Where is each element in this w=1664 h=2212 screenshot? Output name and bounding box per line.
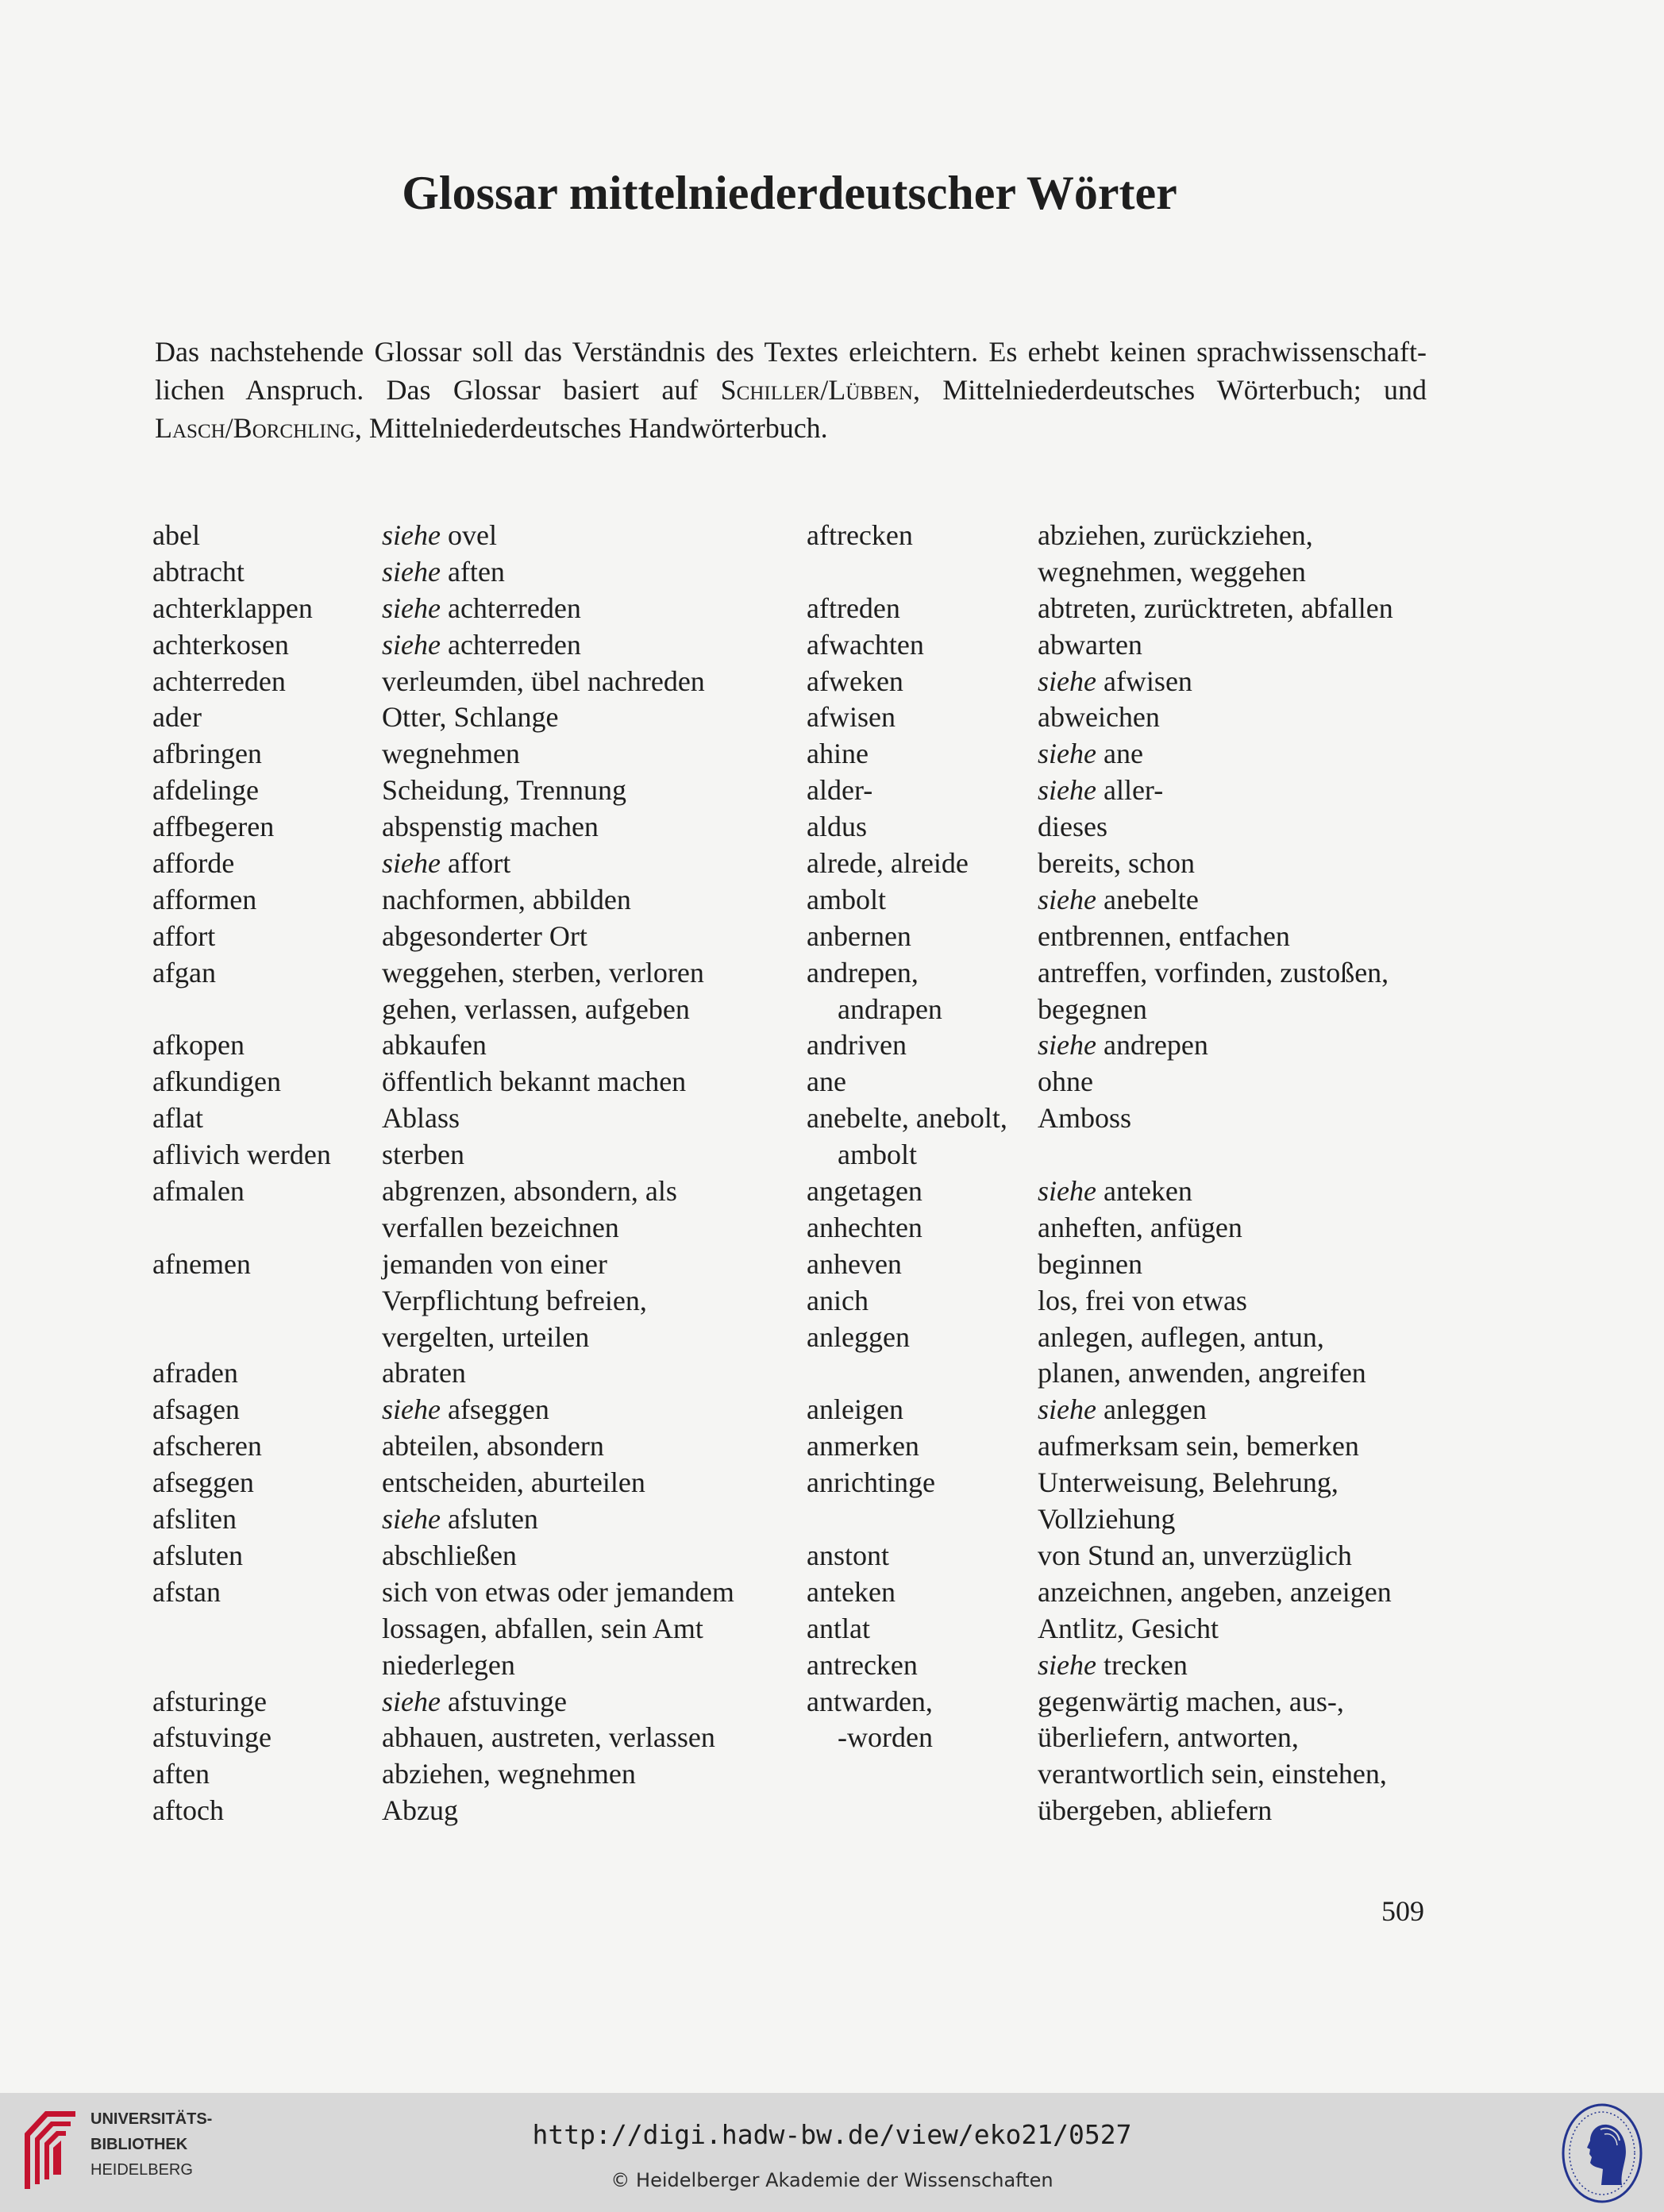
glossary-definition: wegnehmen, weggehen: [1038, 555, 1306, 588]
intro-line: [155, 333, 1427, 371]
see-reference-target: afstuvinge: [447, 1685, 567, 1717]
glossary-continuation-row: [152, 1283, 795, 1320]
glossary-headword: ane: [807, 1066, 846, 1098]
glossary-definition: abkaufen: [382, 1029, 487, 1062]
glossary-entry-row: [152, 627, 795, 664]
glossary-entry-row: [152, 1793, 795, 1829]
intro-text: , Mittelniederdeutsches Wörterbuch; und: [912, 374, 1427, 406]
see-reference-label: siehe: [382, 555, 441, 588]
glossary-headword: angetagen: [807, 1175, 923, 1208]
glossary-definition: wegnehmen: [382, 738, 520, 770]
see-reference-label: siehe: [382, 1503, 441, 1536]
see-reference-label: siehe: [1038, 1393, 1096, 1426]
glossary-headword: afraden: [152, 1357, 238, 1389]
glossary-definition: vergelten, urteilen: [382, 1320, 590, 1353]
viewer-footer: [0, 2093, 1664, 2212]
glossary-entry-row: [152, 699, 795, 736]
glossary-entry-row: [152, 1720, 795, 1756]
glossary-entry-row: [152, 554, 795, 591]
glossary-headword: afdelinge: [152, 774, 259, 807]
see-reference-target: anteken: [1103, 1175, 1192, 1208]
glossary-definition: abwarten: [1038, 628, 1142, 661]
glossary-headword: -worden: [838, 1721, 933, 1754]
glossary-headword: ahine: [807, 738, 869, 770]
glossary-headword: andriven: [807, 1029, 907, 1062]
glossary-definition: sich von etwas oder jemandem: [382, 1575, 734, 1608]
glossary-entry-row: [807, 1428, 1434, 1465]
glossary-definition: abraten: [382, 1357, 466, 1389]
glossary-definition: anzeichnen, angeben, anzeigen: [1038, 1575, 1392, 1608]
glossary-definition: Verpflichtung befreien,: [382, 1284, 647, 1316]
glossary-headword: anich: [807, 1284, 869, 1316]
glossary-entry-row: [152, 1247, 795, 1283]
glossary-entry-row: [152, 1137, 795, 1173]
glossary-entry-row: [152, 591, 795, 627]
glossary-entry-row: [152, 773, 795, 809]
glossary-headword: aftoch: [152, 1794, 224, 1827]
see-reference-target: afsluten: [447, 1503, 538, 1536]
glossary-headword: afwisen: [807, 701, 896, 734]
glossary-definition: [1038, 1027, 1208, 1064]
see-reference-target: trecken: [1103, 1648, 1188, 1681]
glossary-continuation-row: [807, 554, 1434, 591]
see-reference-target: aften: [447, 555, 505, 588]
see-reference-target: andrepen: [1103, 1029, 1208, 1062]
glossary-definition: nachformen, abbilden: [382, 883, 631, 915]
glossary-definition: abschließen: [382, 1539, 517, 1571]
see-reference-target: afseggen: [447, 1393, 549, 1426]
glossary-headword: antrecken: [807, 1648, 918, 1681]
glossary-definition: verfallen bezeichnen: [382, 1211, 619, 1243]
glossary-headword: achterklappen: [152, 592, 313, 624]
glossary-headword: aftreden: [807, 592, 900, 624]
glossary-continuation-row: [152, 992, 795, 1028]
glossary-headword: afkundigen: [152, 1066, 281, 1098]
glossary-definition: sterben: [382, 1139, 464, 1171]
glossary-headword: ambolt: [838, 1139, 917, 1171]
glossary-entry-row: [807, 1064, 1434, 1100]
glossary-definition: gegenwärtig machen, aus-,: [1038, 1685, 1344, 1717]
glossary-headword: afsliten: [152, 1503, 237, 1536]
glossary-headword: alrede, alreide: [807, 847, 969, 880]
glossary-headword: afsturinge: [152, 1685, 267, 1717]
glossary-continuation-row: [152, 1647, 795, 1684]
glossary-entry-row: [152, 1538, 795, 1574]
glossary-definition: beginnen: [1038, 1247, 1142, 1280]
glossary-definition: abspenstig machen: [382, 811, 599, 843]
glossary-entry-row: [807, 699, 1434, 736]
glossary-headword: anebelte, anebolt,: [807, 1102, 1007, 1135]
glossary-definition: jemanden von einer: [382, 1247, 607, 1280]
see-reference-target: affort: [447, 847, 511, 880]
glossary-definition: antreffen, vorfinden, zustoßen,: [1038, 956, 1389, 988]
glossary-headword: affort: [152, 919, 216, 952]
glossary-entry-row: [807, 955, 1434, 992]
glossary-entry-row: [807, 627, 1434, 664]
author-reference: Schiller/Lübben: [720, 374, 913, 406]
see-reference-label: siehe: [382, 1393, 441, 1426]
glossary-entry-row: [807, 591, 1434, 627]
glossary-entry-row: [152, 919, 795, 955]
glossary-headword: afgan: [152, 956, 216, 988]
glossary-headword: afscheren: [152, 1430, 262, 1462]
glossary-definition: begegnen: [1038, 992, 1147, 1025]
glossary-definition: [382, 591, 581, 627]
glossary-column-right: [807, 518, 1434, 1829]
page-number: 509: [1381, 1895, 1424, 1927]
glossary-definition: [1038, 1647, 1188, 1684]
glossary-entry-row: [807, 1247, 1434, 1283]
glossary-definition: [382, 1684, 567, 1721]
glossary-headword: andrapen: [838, 992, 942, 1025]
glossary-headword: anstont: [807, 1539, 889, 1571]
glossary-definition: [1038, 773, 1163, 809]
glossary-continuation-row: [807, 1720, 1434, 1756]
see-reference-label: siehe: [382, 592, 441, 624]
glossary-definition: Otter, Schlange: [382, 701, 559, 734]
glossary-entry-row: [807, 882, 1434, 919]
glossary-definition: [382, 518, 497, 554]
glossary-entry-row: [152, 1027, 795, 1064]
glossary-headword: afsagen: [152, 1393, 240, 1426]
glossary-column-left: [152, 518, 795, 1829]
glossary-entry-row: [807, 1392, 1434, 1428]
glossary-entry-row: [152, 955, 795, 992]
see-reference-label: siehe: [1038, 1648, 1096, 1681]
intro-paragraph: [155, 333, 1427, 447]
see-reference-target: afwisen: [1103, 665, 1192, 697]
glossary-headword: aftrecken: [807, 519, 913, 551]
permalink-url[interactable]: http://digi.hadw-bw.de/view/eko21/0527: [532, 2119, 1132, 2150]
glossary-definition: abhauen, austreten, verlassen: [382, 1721, 715, 1754]
glossary-definition: entscheiden, aburteilen: [382, 1466, 645, 1499]
glossary-definition: Unterweisung, Belehrung,: [1038, 1466, 1339, 1499]
glossary-definition: öffentlich bekannt machen: [382, 1066, 687, 1098]
glossary-entry-row: [152, 1501, 795, 1538]
glossary-continuation-row: [807, 1501, 1434, 1538]
see-reference-label: siehe: [1038, 774, 1096, 807]
intro-text: lichen Anspruch. Das Glossar basiert auf: [155, 374, 721, 406]
glossary-definition: gehen, verlassen, aufgeben: [382, 992, 690, 1025]
see-reference-label: siehe: [1038, 665, 1096, 697]
logo-line: BIBLIOTHEK: [91, 2136, 188, 2153]
glossary-definition: ohne: [1038, 1066, 1093, 1098]
glossary-definition: [1038, 736, 1143, 773]
glossary-headword: anbernen: [807, 919, 911, 952]
glossary-headword: aften: [152, 1758, 210, 1790]
glossary-definition: entbrennen, entfachen: [1038, 919, 1290, 952]
see-reference-target: achterreden: [447, 628, 581, 661]
glossary-definition: Amboss: [1038, 1102, 1132, 1135]
see-reference-label: siehe: [1038, 738, 1096, 770]
glossary-definition: [382, 554, 505, 591]
glossary-definition: weggehen, sterben, verloren: [382, 956, 704, 988]
academy-seal-icon: [1561, 2102, 1643, 2204]
glossary-headword: ader: [152, 701, 202, 734]
glossary-headword: afstan: [152, 1575, 221, 1608]
glossary-entry-row: [807, 809, 1434, 846]
glossary-continuation-row: [807, 1355, 1434, 1392]
glossary-definition: [1038, 1392, 1207, 1428]
glossary-entry-row: [152, 846, 795, 882]
see-reference-label: siehe: [1038, 883, 1096, 915]
see-reference-target: ane: [1103, 738, 1143, 770]
glossary-definition: aufmerksam sein, bemerken: [1038, 1430, 1359, 1462]
glossary-definition: Antlitz, Gesicht: [1038, 1612, 1219, 1644]
glossary-definition: anlegen, auflegen, antun,: [1038, 1320, 1324, 1353]
glossary-definition: [382, 1501, 538, 1538]
glossary-headword: achterkosen: [152, 628, 289, 661]
glossary-headword: afmalen: [152, 1175, 245, 1208]
glossary-definition: verleumden, übel nachreden: [382, 665, 705, 697]
glossary-definition: abziehen, zurückziehen,: [1038, 519, 1313, 551]
glossary-headword: anleggen: [807, 1320, 910, 1353]
glossary-entry-row: [152, 1574, 795, 1611]
glossary-headword: afweken: [807, 665, 903, 697]
glossary-entry-row: [152, 1064, 795, 1100]
glossary-headword: anteken: [807, 1575, 896, 1608]
glossary-entry-row: [807, 1465, 1434, 1501]
glossary-headword: anmerken: [807, 1430, 919, 1462]
glossary-headword: afwachten: [807, 628, 924, 661]
glossary-entry-row: [152, 1392, 795, 1428]
glossary-headword: achterreden: [152, 665, 286, 697]
glossary-continuation-row: [807, 1793, 1434, 1829]
glossary-headword: ambolt: [807, 883, 886, 915]
glossary-definition: anheften, anfügen: [1038, 1211, 1242, 1243]
glossary-headword: afbringen: [152, 738, 262, 770]
glossary-headword: andrepen,: [807, 956, 919, 988]
glossary-entry-row: [807, 1320, 1434, 1356]
glossary-headword: afformen: [152, 883, 257, 915]
glossary-entry-row: [152, 736, 795, 773]
glossary-entry-row: [807, 1210, 1434, 1247]
glossary-definition: [382, 846, 510, 882]
see-reference-target: ovel: [447, 519, 497, 551]
glossary-definition: abweichen: [1038, 701, 1160, 734]
glossary-headword: anrichtinge: [807, 1466, 935, 1499]
see-reference-label: siehe: [1038, 1175, 1096, 1208]
glossary-definition: [1038, 1173, 1192, 1210]
glossary-entry-row: [152, 1100, 795, 1137]
glossary-entry-row: [807, 518, 1434, 554]
glossary-entry-row: [152, 1355, 795, 1392]
glossary-entry-row: [807, 773, 1434, 809]
glossary-headword: afseggen: [152, 1466, 254, 1499]
glossary-entry-row: [807, 664, 1434, 700]
glossary-headword: aflivich werden: [152, 1139, 331, 1171]
glossary-headword: antlat: [807, 1612, 870, 1644]
glossary-continuation-row: [152, 1611, 795, 1647]
glossary-definition: Vollziehung: [1038, 1503, 1176, 1536]
see-reference-label: siehe: [382, 847, 441, 880]
glossary-definition: abteilen, absondern: [382, 1430, 604, 1462]
glossary-definition: Abzug: [382, 1794, 458, 1827]
glossary-entry-row: [807, 736, 1434, 773]
intro-line: [155, 409, 1427, 447]
glossary-entry-row: [807, 1574, 1434, 1611]
glossary-entry-row: [807, 1173, 1434, 1210]
glossary-headword: affbegeren: [152, 811, 275, 843]
glossary-continuation-row: [807, 1756, 1434, 1793]
glossary-entry-row: [807, 919, 1434, 955]
intro-text: Das nachstehende Glossar soll das Verständnis des Textes erleichtern. Es erhebt keinen sprachwissenschaft-: [155, 336, 1427, 368]
glossary-continuation-row: [807, 1137, 1434, 1173]
glossary-definition: dieses: [1038, 811, 1107, 843]
glossary-entry-row: [807, 1684, 1434, 1721]
glossary-entry-row: [807, 1647, 1434, 1684]
glossary-definition: niederlegen: [382, 1648, 515, 1681]
glossary-headword: afstuvinge: [152, 1721, 272, 1754]
glossary-entry-row: [807, 1611, 1434, 1647]
glossary-entry-row: [807, 1100, 1434, 1137]
glossary-entry-row: [152, 882, 795, 919]
glossary-definition: abziehen, wegnehmen: [382, 1758, 636, 1790]
glossary-entry-row: [152, 518, 795, 554]
glossary-headword: alder-: [807, 774, 873, 807]
see-reference-label: siehe: [382, 519, 441, 551]
logo-line: HEIDELBERG: [91, 2161, 193, 2179]
glossary-continuation-row: [152, 1210, 795, 1247]
see-reference-target: aller-: [1103, 774, 1164, 807]
glossary-headword: afforde: [152, 847, 235, 880]
glossary-entry-row: [152, 1173, 795, 1210]
glossary-headword: anhechten: [807, 1211, 923, 1243]
glossary-entry-row: [152, 809, 795, 846]
see-reference-label: siehe: [382, 1685, 441, 1717]
page-title: Glossar mittelniederdeutscher Wörter: [402, 167, 1177, 219]
glossary-definition: lossagen, abfallen, sein Amt: [382, 1612, 703, 1644]
glossary-definition: [1038, 882, 1199, 919]
intro-line: [155, 371, 1427, 409]
glossary-headword: antwarden,: [807, 1685, 933, 1717]
glossary-headword: aflat: [152, 1102, 203, 1135]
glossary-headword: abel: [152, 519, 200, 551]
glossary-definition: verantwortlich sein, einstehen,: [1038, 1758, 1387, 1790]
see-reference-label: siehe: [1038, 1029, 1096, 1062]
glossary-headword: afkopen: [152, 1029, 245, 1062]
glossary-continuation-row: [807, 992, 1434, 1028]
glossary-definition: [382, 1392, 549, 1428]
see-reference-target: anleggen: [1103, 1393, 1207, 1426]
glossary-headword: aldus: [807, 811, 867, 843]
glossary-headword: afnemen: [152, 1247, 251, 1280]
logo-line: UNIVERSITÄTS-: [91, 2110, 213, 2128]
glossary-definition: [382, 627, 581, 664]
see-reference-label: siehe: [382, 628, 441, 661]
glossary-headword: anleigen: [807, 1393, 903, 1426]
glossary-definition: überliefern, antworten,: [1038, 1721, 1299, 1754]
glossary-definition: bereits, schon: [1038, 847, 1195, 880]
glossary-entry-row: [807, 1538, 1434, 1574]
see-reference-target: achterreden: [447, 592, 581, 624]
glossary-entry-row: [807, 1283, 1434, 1320]
glossary-entry-row: [807, 846, 1434, 882]
glossary-entry-row: [807, 1027, 1434, 1064]
glossary-entry-row: [152, 1428, 795, 1465]
glossary-entry-row: [152, 1756, 795, 1793]
see-reference-target: anebelte: [1103, 883, 1199, 915]
glossary-entry-row: [152, 1465, 795, 1501]
glossary-definition: von Stund an, unverzüglich: [1038, 1539, 1352, 1571]
glossary-entry-row: [152, 1684, 795, 1721]
glossary-definition: Scheidung, Trennung: [382, 774, 627, 807]
glossary-definition: planen, anwenden, angreifen: [1038, 1357, 1366, 1389]
glossary-definition: abgrenzen, absondern, als: [382, 1175, 677, 1208]
intro-text: , Mittelniederdeutsches Handwörterbuch.: [354, 412, 828, 444]
glossary-definition: Ablass: [382, 1102, 460, 1135]
glossary-entry-row: [152, 664, 795, 700]
copyright-notice: © Heidelberger Akademie der Wissenschaften: [611, 2169, 1053, 2191]
glossary-headword: afsluten: [152, 1539, 243, 1571]
glossary-definition: los, frei von etwas: [1038, 1284, 1247, 1316]
glossary-definition: [1038, 664, 1192, 700]
glossary-headword: anheven: [807, 1247, 902, 1280]
glossary-definition: übergeben, abliefern: [1038, 1794, 1273, 1827]
glossary-definition: abtreten, zurücktreten, abfallen: [1038, 592, 1393, 624]
glossary-definition: abgesonderter Ort: [382, 919, 587, 952]
glossary-headword: abtracht: [152, 555, 245, 588]
author-reference: Lasch/Borchling: [155, 412, 355, 444]
glossary-continuation-row: [152, 1320, 795, 1356]
